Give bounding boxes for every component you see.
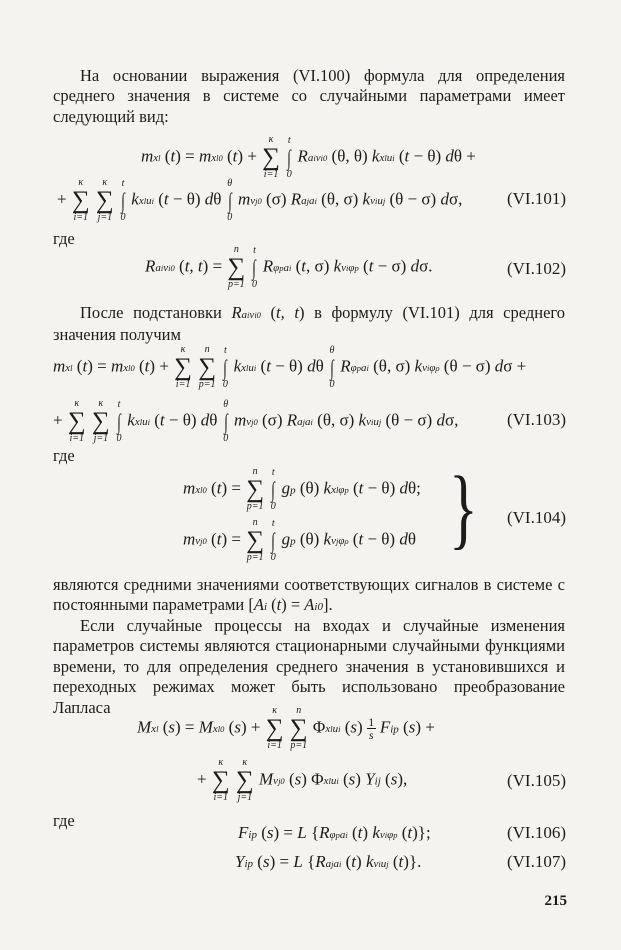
equation-103-line-2: + κ ∑ i=1 κ ∑ j=1 t ∫ 0 kxlui (t − θ) dθ θ ∫ 0 mvj0 (σ) Rajai (θ, σ) kviuj (θ − σ) dσ, bbox=[53, 398, 459, 444]
equation-number-107: (VI.107) bbox=[506, 852, 566, 871]
equation-number-103: (VI.103) bbox=[506, 410, 566, 429]
equation-number-104: (VI.104) bbox=[506, 508, 566, 527]
equation-102: Raivi0 (t, t) = n ∑ p=1 t ∫ 0 Rφpai (t, σ) kviφp (t − σ) dσ. bbox=[145, 244, 433, 290]
equation-105-line-2: + κ ∑ i=1 κ ∑ j=1 Mvj0 (s) Φxlui (s) Yij (s), bbox=[197, 757, 408, 803]
paragraph-laplace: Если случайные процессы на входах и случайные изменения параметров системы являются стационарными случайными функциями времени, то для определения среднего значения в установившихся и переходных режимах может быть использовано преобразование Лапласа bbox=[53, 616, 565, 717]
paragraph-substitution-end: в формулу (VI.101) для среднего значения получим bbox=[53, 303, 566, 345]
paragraph-mean-values: являются средними значениями соответствующих сигналов в системе с постоянными параметрами [Ai (t) = Ai0]. bbox=[53, 575, 565, 615]
equation-105-line-1: Mxl (s) = Mxl0 (s) + κ ∑ i=1 n ∑ p=1 Φxlui (s) 1 s Fip (s) + bbox=[137, 705, 435, 751]
equation-101-line-2: + κ ∑ i=1 κ ∑ j=1 t ∫ 0 kxlui (t − θ) dθ θ ∫ 0 mvj0 (σ) Rajai (θ, σ) kviuj (θ − σ) dσ, bbox=[57, 177, 463, 223]
equation-number-101: (VI.101) bbox=[506, 189, 566, 208]
equation-103-line-1: mxl (t) = mxl0 (t) + κ ∑ i=1 n ∑ p=1 t ∫ 0 kxlui (t − θ) dθ θ ∫ 0 Rφpai (θ, σ) kviφρ (θ − σ) dσ + bbox=[53, 344, 527, 390]
page-number: 215 bbox=[544, 893, 567, 909]
equation-106: Fip (s) = L {Rφpai (t) kviφp (t)}; bbox=[238, 823, 431, 842]
paragraph-substitution: После подстановки Raivi0 (t, t) в формулу (VI.101) для среднего значения получим bbox=[53, 303, 566, 345]
where-label-3: где bbox=[53, 811, 75, 830]
equation-number-102: (VI.102) bbox=[506, 259, 566, 278]
equation-101-line-1: mxl (t) = mxl0 (t) + κ ∑ i=1 t ∫ 0 Raivi0 (θ, θ) kxlui (t − θ) dθ + bbox=[141, 134, 476, 180]
paragraph-mean-values-text: являются средними значениями соответствующих сигналов в системе с постоянными параметрами bbox=[53, 575, 565, 615]
equation-number-106: (VI.106) bbox=[506, 823, 566, 842]
equation-104-line-2: mvj0 (t) = n ∑ p=1 t ∫ 0 gp (θ) kvjφρ (t − θ) dθ bbox=[183, 517, 416, 563]
right-brace: } bbox=[449, 458, 478, 558]
paragraph-substitution-start: После подстановки bbox=[80, 303, 222, 322]
equation-107: Yip (s) = L {Rajai (t) kviuj (t)}. bbox=[235, 852, 422, 871]
paragraph-intro: На основании выражения (VI.100) формула для определения среднего значения в системе со случайными параметрами имеет следующий вид: bbox=[53, 66, 565, 126]
equation-104-line-1: mxl0 (t) = n ∑ p=1 t ∫ 0 gp (θ) kxlφp (t − θ) dθ; bbox=[183, 466, 421, 512]
where-label-1: где bbox=[53, 229, 75, 248]
where-label-2: где bbox=[53, 446, 75, 465]
equation-number-105: (VI.105) bbox=[506, 771, 566, 790]
